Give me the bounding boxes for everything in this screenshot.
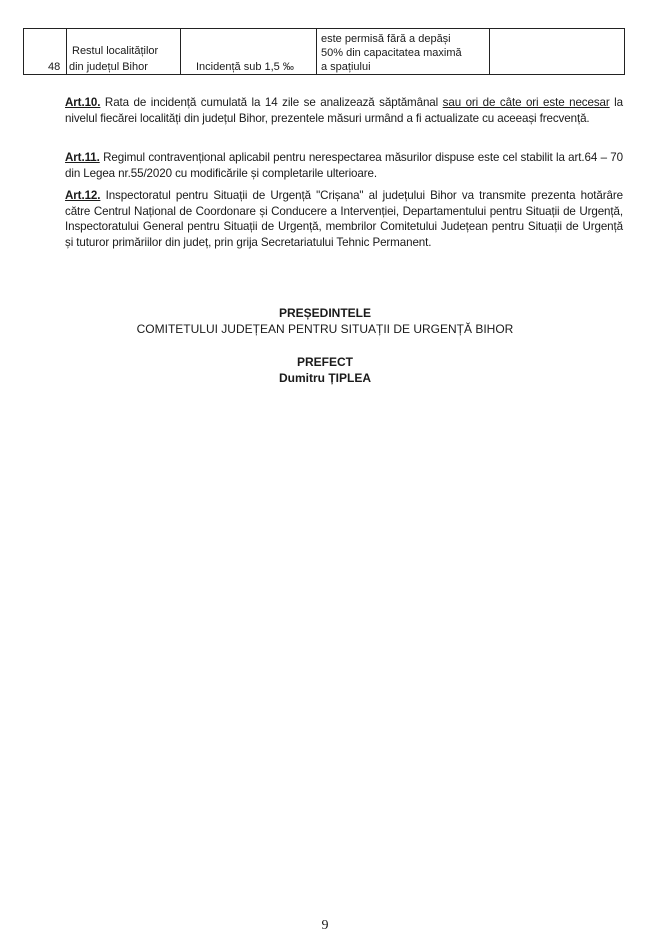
table-col-divider (489, 29, 490, 74)
table-border-right (624, 29, 625, 74)
locality-line2: din județul Bihor (69, 61, 148, 73)
article-10-text-after: la nivelul fiecărei localități din județul Bihor, prezentele măsuri urmând a fi actualizate cu aceeași frecvență. (65, 96, 624, 125)
rule-line1: este permisă fără a depăși (321, 33, 451, 45)
row-number: 48 (48, 61, 61, 73)
table-col-divider (316, 29, 317, 74)
article-11-number: Art.11. (65, 151, 100, 164)
signature-title: PREȘEDINTELE (278, 306, 371, 320)
table-col-divider (180, 29, 181, 74)
rule-line2: 50% din capacitatea maximă (321, 47, 462, 59)
table-border-left (23, 29, 24, 74)
table-col-divider (66, 29, 67, 74)
signature-role: PREFECT (296, 355, 353, 369)
condition-cell: Incidență sub 1,5 ‰ (196, 61, 294, 73)
page-number: 9 (321, 918, 329, 933)
article-10 (65, 95, 623, 126)
locality-line1: Restul localităților (72, 45, 159, 57)
article-10-text-before: Rata de incidență cumulată la 14 zile se analizează săptămânal (100, 96, 443, 109)
article-10-number: Art.10. (65, 96, 101, 109)
article-12-text: Inspectoratul pentru Situații de Urgență "Crișana" al județului Bihor va transmite prezenta hotărâre către Centrul Național de Coordonare și Conducere a Intervenției, Departamentului pentru Situații de Urgență, Inspectoratului General pentru Situații de Urgență, membrilor Comitetului Județean pentru Situații de Urgență și tuturor primăriilor din județ, prin grija Secretariatului Tehnic Permanent. (65, 189, 623, 249)
article-12-number: Art.12. (65, 189, 101, 202)
article-12 (65, 188, 623, 250)
article-11-text: Regimul contravențional aplicabil pentru nerespectarea măsurilor dispuse este cel stabilit la art.64 – 70 din Legea nr.55/2020 cu modificările și completarile ulterioare. (65, 151, 623, 180)
article-11 (65, 150, 623, 181)
signature-name: Dumitru ȚIPLEA (279, 371, 371, 385)
measures-table (23, 28, 625, 75)
article-10-underlined: sau ori de câte ori este necesar (442, 96, 610, 109)
rule-line3: a spațiului (321, 61, 371, 73)
signature-committee: COMITETULUI JUDEȚEAN PENTRU SITUAȚII DE URGENȚĂ BIHOR (136, 322, 514, 336)
